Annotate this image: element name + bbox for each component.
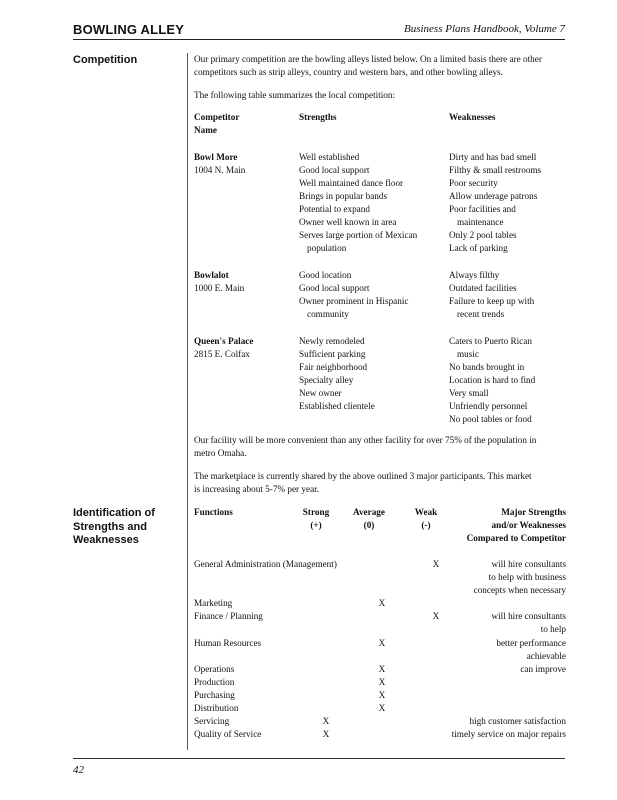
competitor-weaknesses: Caters to Puerto Rican music No bands brought in Location is hard to find Very small Unfriendly personnel No pool tables or food	[449, 336, 536, 424]
function-row	[194, 715, 566, 728]
page-number: 42	[73, 764, 84, 776]
function-row	[194, 728, 566, 741]
competitor-address: 2815 E. Colfax	[194, 349, 250, 359]
function-row	[194, 610, 566, 623]
competitor-strengths: Newly remodeled Sufficient parking Fair neighborhood Specialty alley New owner Established clientele	[299, 336, 375, 411]
competitor-strengths: Good location Good local support Owner prominent in Hispanic community	[299, 270, 409, 319]
mark-weak: X	[432, 611, 440, 621]
function-note: to help with business	[488, 572, 566, 582]
competitor-table	[194, 111, 566, 431]
competitor-weaknesses: Always filthy Outdated facilities Failure to keep up with recent trends	[449, 270, 535, 319]
competitor-name: Bowl More	[194, 152, 238, 162]
functions-table	[194, 506, 566, 746]
function-note: will hire consultants	[491, 559, 566, 569]
mark-strong: X	[322, 729, 330, 739]
function-note: to help	[540, 624, 566, 634]
function-row	[194, 676, 566, 689]
margin-divider	[187, 53, 188, 750]
function-row	[194, 637, 566, 650]
function-name: Finance / Planning	[194, 611, 263, 621]
function-name: Purchasing	[194, 690, 235, 700]
market-paragraph: The marketplace is currently shared by the above outlined 3 major participants. This market is increasing about 5-7% per year.	[194, 471, 532, 494]
function-row	[194, 663, 566, 676]
competitor-strengths: Well established Good local support Well maintained dance floor Brings in popular bands Potential to expand Owner well known in area Serves large portion of Mexican population	[299, 152, 418, 253]
column-header-competitor: Competitor Name	[194, 112, 240, 135]
function-note: concepts when necessary	[473, 585, 566, 595]
column-header-weaknesses: Weaknesses	[449, 112, 496, 122]
competitor-name: Bowlalot	[194, 270, 229, 280]
function-name: Marketing	[194, 598, 233, 608]
section-heading-competition: Competition	[73, 54, 138, 66]
footer-rule	[73, 758, 565, 759]
competition-intro	[194, 53, 566, 79]
mark-average: X	[378, 703, 386, 713]
competitor-row	[194, 335, 566, 431]
competitor-table-header	[194, 111, 566, 151]
column-header-strong-symbol: (+)	[310, 520, 322, 530]
column-header-average-symbol: (0)	[363, 520, 375, 530]
competitor-row	[194, 269, 566, 335]
running-header-book: Business Plans Handbook, Volume 7	[403, 23, 565, 35]
function-row	[194, 597, 566, 610]
function-row	[194, 558, 566, 571]
competitor-address: 1000 E. Main	[194, 283, 245, 293]
function-name: Production	[194, 677, 235, 687]
function-name: Quality of Service	[194, 729, 262, 739]
competitor-address: 1004 N. Main	[194, 165, 246, 175]
convenience-paragraph: Our facility will be more convenient than any other facility for over 75% of the population in metro Omaha.	[194, 435, 537, 458]
function-note: can improve	[520, 664, 566, 674]
competitor-row	[194, 151, 566, 269]
function-name: Human Resources	[194, 638, 262, 648]
column-header-major-line2: and/or Weaknesses	[491, 520, 566, 530]
column-header-average: Average	[353, 507, 385, 517]
function-note: better performance	[496, 638, 566, 648]
competitor-name-cell	[194, 151, 294, 177]
mark-weak: X	[432, 559, 440, 569]
column-header-strengths: Strengths	[299, 112, 337, 122]
header-rule	[73, 39, 565, 40]
intro-line: Our primary competition are the bowling alleys listed below. On a limited basis there are other	[194, 54, 542, 64]
competitor-name-cell	[194, 335, 294, 361]
mark-average: X	[378, 598, 386, 608]
function-note: timely service on major repairs	[451, 729, 566, 739]
function-note: achievable	[526, 651, 566, 661]
table-intro: The following table summarizes the local competition:	[194, 90, 396, 100]
competitor-weaknesses: Dirty and has bad smell Filthy & small restrooms Poor security Allow underage patrons Poor facilities and maintenance Only 2 pool tables Lack of parking	[449, 152, 542, 253]
competitor-name: Queen's Palace	[194, 336, 254, 346]
column-header-functions: Functions	[194, 507, 233, 517]
function-row	[194, 689, 566, 702]
section-heading-identification: Identification of Strengths and Weaknesses	[73, 507, 155, 546]
mark-average: X	[378, 664, 386, 674]
function-name: Operations	[194, 664, 235, 674]
function-name: Distribution	[194, 703, 239, 713]
column-header-major: Major Strengths	[501, 507, 566, 517]
column-header-strong: Strong	[302, 507, 330, 517]
mark-average: X	[378, 690, 386, 700]
mark-strong: X	[322, 716, 330, 726]
column-header-weak-symbol: (-)	[421, 520, 431, 530]
intro-line: competitors such as strip alleys, country and western bars, and other bowling alleys.	[194, 67, 503, 77]
function-note: will hire consultants	[491, 611, 566, 621]
function-name: Servicing	[194, 716, 230, 726]
functions-table-header	[194, 506, 566, 519]
mark-average: X	[378, 677, 386, 687]
function-row	[194, 702, 566, 715]
column-header-major-line3: Compared to Competitor	[466, 533, 566, 543]
mark-average: X	[378, 638, 386, 648]
running-header-title: BOWLING ALLEY	[73, 22, 185, 37]
function-name: General Administration (Management)	[194, 559, 337, 569]
column-header-weak: Weak	[414, 507, 438, 517]
competitor-name-cell	[194, 269, 294, 295]
function-note: high customer satisfaction	[469, 716, 566, 726]
